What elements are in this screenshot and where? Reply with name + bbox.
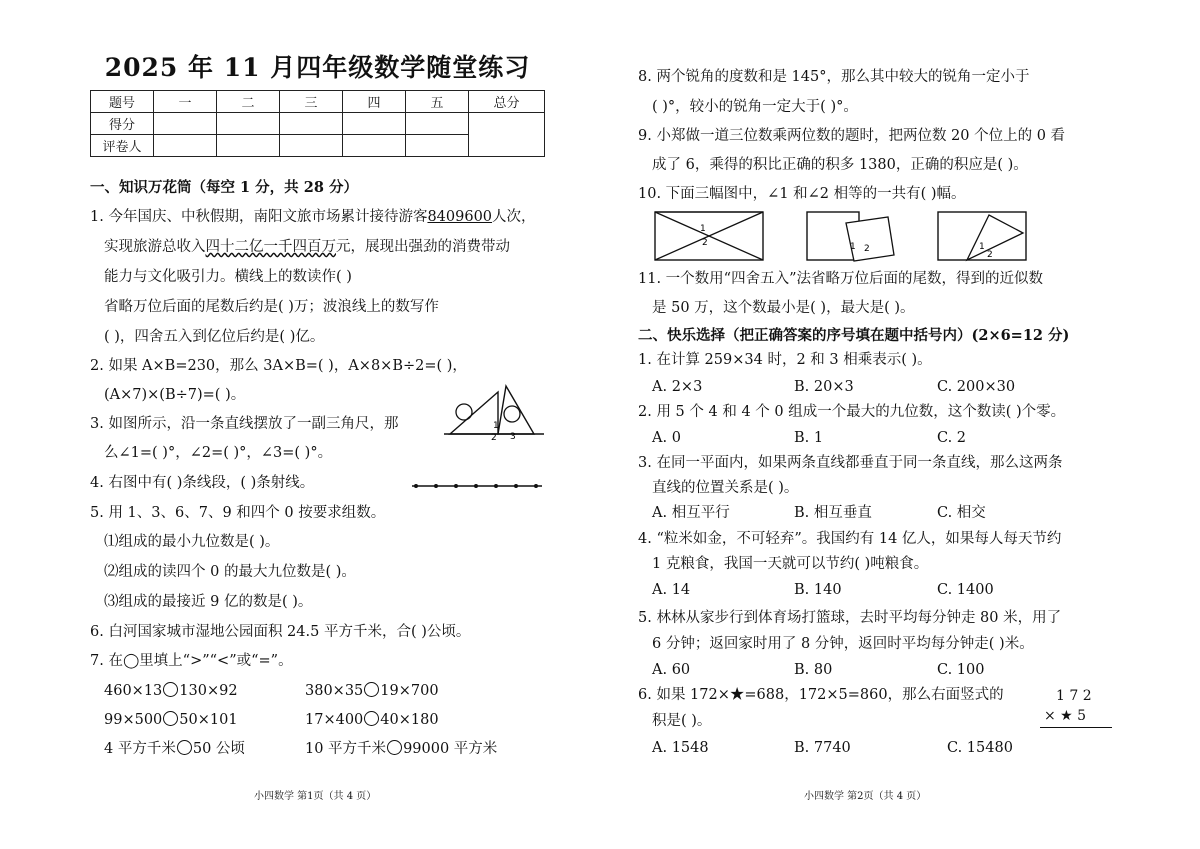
q8-line2: ( )°，较小的锐角一定大于( )°。: [652, 99, 858, 115]
score-header: 四: [343, 91, 406, 113]
score-cell[interactable]: [406, 113, 469, 135]
compare-left: 10 平方千米: [305, 741, 387, 757]
q5-part2: ⑵组成的读四个 0 的最大九位数是( )。: [104, 564, 356, 580]
q3-line2: 么∠1=( )°，∠2=( )°，∠3=( )°。: [104, 445, 333, 461]
choice-5-option-c[interactable]: C. 100: [937, 662, 985, 678]
score-header-row: [91, 91, 545, 113]
grader-cell[interactable]: [154, 135, 217, 157]
q2-line2: (A×7)×(B÷7)=( )。: [104, 387, 246, 403]
choice-4-stem-cont: 1 克粮食，我国一天就可以节约( )吨粮食。: [652, 556, 929, 572]
grader-cell[interactable]: [280, 135, 343, 157]
q3-line1: 3. 如图所示，沿一条直线摆放了一副三角尺，那: [90, 416, 399, 432]
vertical-mult-rule: [1040, 727, 1112, 728]
choice-4-stem: 4. “粒米如金，不可轻弃”。我国约有 14 亿人，如果每人每天节约: [638, 531, 1062, 547]
score-header: 五: [406, 91, 469, 113]
compare-circle[interactable]: [163, 711, 178, 726]
compare-circle[interactable]: [163, 682, 178, 697]
score-cell[interactable]: [217, 113, 280, 135]
q1-text: 人次，: [492, 209, 536, 225]
grader-cell[interactable]: [343, 135, 406, 157]
q10-figure-2: [806, 211, 898, 263]
score-header: 总分: [469, 91, 545, 113]
choice-4-option-c[interactable]: C. 1400: [937, 582, 994, 598]
q4: 4. 右图中有( )条线段，( )条射线。: [90, 475, 315, 491]
angle-label-3: 3: [510, 432, 516, 442]
q11-line2: 是 50 万，这个数最小是( )，最大是( )。: [652, 300, 915, 316]
q1-line4: 省略万位后面的尾数后约是( )万；波浪线上的数写作: [104, 299, 439, 315]
choice-5-stem-cont: 6 分钟；返回家时用了 8 分钟，返回时平均每分钟走( )米。: [652, 636, 1034, 652]
choice-1-option-b[interactable]: B. 20×3: [794, 379, 854, 395]
compare-circle[interactable]: [364, 711, 379, 726]
choice-6-option-b[interactable]: B. 7740: [794, 740, 851, 756]
q5-part3: ⑶组成的最接近 9 亿的数是( )。: [104, 594, 313, 610]
page-footer: 小四数学 第2页（共 4 页）: [804, 791, 927, 802]
angle-label-1: 1: [700, 224, 706, 234]
q1-text: 1. 今年国庆、中秋假期，南阳文旅市场累计接待游客: [90, 209, 428, 225]
section-1-heading: 一、知识万花筒（每空 1 分，共 28 分）: [90, 179, 358, 196]
compare-item: [305, 710, 439, 730]
angle-label-2: 2: [864, 244, 870, 254]
score-row: [91, 113, 545, 135]
q1-underlined-number: 8409600: [427, 209, 493, 225]
compare-right: 50 公顷: [192, 741, 245, 757]
q1-wavy-number: 四十二亿一千四百万: [205, 239, 336, 255]
choice-6-stem: 6. 如果 172×★=688，172×5=860，那么右面竖式的: [638, 687, 1004, 703]
grader-cell[interactable]: [406, 135, 469, 157]
compare-right: 19×700: [380, 683, 439, 699]
choice-2-stem: 2. 用 5 个 4 和 4 个 0 组成一个最大的九位数，这个数读( )个零。: [638, 404, 1066, 420]
score-cell[interactable]: [280, 113, 343, 135]
q5-part1: ⑴组成的最小九位数是( )。: [104, 534, 280, 550]
score-header: 二: [217, 91, 280, 113]
compare-circle[interactable]: [177, 740, 192, 755]
q11-line1: 11. 一个数用“四舍五入”法省略万位后面的尾数，得到的近似数: [638, 271, 1043, 287]
choice-3-option-c[interactable]: C. 相交: [937, 505, 986, 521]
choice-3-stem: 3. 在同一平面内，如果两条直线都垂直于同一条直线，那么这两条: [638, 455, 1063, 471]
q7-stem: 7. 在◯里填上“>”“<”或“=”。: [90, 653, 293, 669]
choice-4-option-a[interactable]: A. 14: [652, 582, 691, 598]
q10-figure-3: [937, 211, 1027, 261]
choice-4-option-b[interactable]: B. 140: [794, 582, 842, 598]
points-on-line-figure: [412, 478, 546, 494]
choice-3-option-a[interactable]: A. 相互平行: [652, 505, 730, 521]
triangle-rulers-figure: [444, 384, 544, 443]
score-cell[interactable]: [343, 113, 406, 135]
q10-figure-1: [654, 211, 764, 261]
choice-5-option-a[interactable]: A. 60: [652, 662, 691, 678]
section-2-heading: 二、快乐选择（把正确答案的序号填在题中括号内）(2×6=12 分): [638, 327, 1070, 344]
choice-1-stem: 1. 在计算 259×34 时，2 和 3 相乘表示( )。: [638, 352, 932, 368]
score-header: 题号: [91, 91, 154, 113]
choice-2-option-c[interactable]: C. 2: [937, 430, 967, 446]
compare-right: 130×92: [179, 683, 238, 699]
compare-item: [104, 710, 238, 730]
angle-label-2: 2: [491, 433, 497, 443]
score-row-label: 评卷人: [91, 135, 154, 157]
q2-line1: 2. 如果 A×B=230，那么 3A×B=( )，A×8×B÷2=( )，: [90, 358, 467, 374]
compare-right: 40×180: [380, 712, 439, 728]
page-footer: 小四数学 第1页（共 4 页）: [254, 791, 377, 802]
q8-line1: 8. 两个锐角的度数和是 145°，那么其中较大的锐角一定小于: [638, 69, 1030, 85]
angle-label-2: 2: [987, 250, 993, 260]
total-score-cell[interactable]: [469, 113, 545, 157]
q9-line1: 9. 小郑做一道三位数乘两位数的题时，把两位数 20 个位上的 0 看: [638, 128, 1066, 144]
compare-left: 4 平方千米: [104, 741, 176, 757]
q1-line2: [104, 237, 510, 257]
choice-3-stem-cont: 直线的位置关系是( )。: [652, 480, 799, 496]
choice-6-option-c[interactable]: C. 15480: [947, 740, 1013, 756]
score-header: 一: [154, 91, 217, 113]
vertical-mult-top: 1 7 2: [1056, 688, 1092, 704]
choice-3-option-b[interactable]: B. 相互垂直: [794, 505, 872, 521]
compare-circle[interactable]: [387, 740, 402, 755]
score-row-label: 得分: [91, 113, 154, 135]
compare-item: [104, 739, 245, 759]
compare-item: [305, 681, 439, 701]
vertical-mult-bottom: × ★ 5: [1044, 708, 1087, 724]
compare-left: 99×500: [104, 712, 163, 728]
angle-label-1: 1: [493, 421, 499, 431]
score-header: 三: [280, 91, 343, 113]
q1-text: 元，展现出强劲的消费带动: [336, 239, 510, 255]
score-table: [90, 90, 545, 157]
angle-label-1: 1: [979, 242, 985, 252]
angle-label-1: 1: [850, 242, 856, 252]
angle-label-2: 2: [702, 238, 708, 248]
q1-line1: [90, 207, 536, 227]
compare-circle[interactable]: [364, 682, 379, 697]
choice-5-option-b[interactable]: B. 80: [794, 662, 833, 678]
q5-stem: 5. 用 1、3、6、7、9 和四个 0 按要求组数。: [90, 505, 386, 521]
choice-6-stem-cont: 积是( )。: [652, 713, 712, 729]
choice-5-stem: 5. 林林从家步行到体育场打篮球，去时平均每分钟走 80 米，用了: [638, 610, 1062, 626]
compare-item: [104, 681, 238, 701]
q1-line3: 能力与文化吸引力。横线上的数读作( ): [104, 269, 352, 285]
q9-line2: 成了 6，乘得的积比正确的积多 1380，正确的积应是( )。: [652, 157, 1028, 173]
compare-left: 460×13: [104, 683, 163, 699]
q10-stem: 10. 下面三幅图中，∠1 和∠2 相等的一共有( )幅。: [638, 186, 966, 202]
choice-6-option-a[interactable]: A. 1548: [652, 740, 709, 756]
compare-item: [305, 739, 497, 759]
choice-2-option-b[interactable]: B. 1: [794, 430, 824, 446]
choice-1-option-a[interactable]: A. 2×3: [652, 379, 703, 395]
compare-left: 17×400: [305, 712, 364, 728]
compare-right: 99000 平方米: [403, 741, 498, 757]
choice-2-option-a[interactable]: A. 0: [652, 430, 681, 446]
compare-left: 380×35: [305, 683, 364, 699]
grader-cell[interactable]: [217, 135, 280, 157]
q1-text: 实现旅游总收入: [104, 239, 206, 255]
choice-1-option-c[interactable]: C. 200×30: [937, 379, 1016, 395]
right-page: [600, 0, 1200, 849]
compare-right: 50×101: [179, 712, 238, 728]
q1-line5: ( )，四舍五入到亿位后约是( )亿。: [104, 329, 325, 345]
q6: 6. 白河国家城市湿地公园面积 24.5 平方千米，合( )公顷。: [90, 624, 471, 640]
score-cell[interactable]: [154, 113, 217, 135]
page-title: 2025 年 11 月四年级数学随堂练习: [104, 53, 531, 82]
